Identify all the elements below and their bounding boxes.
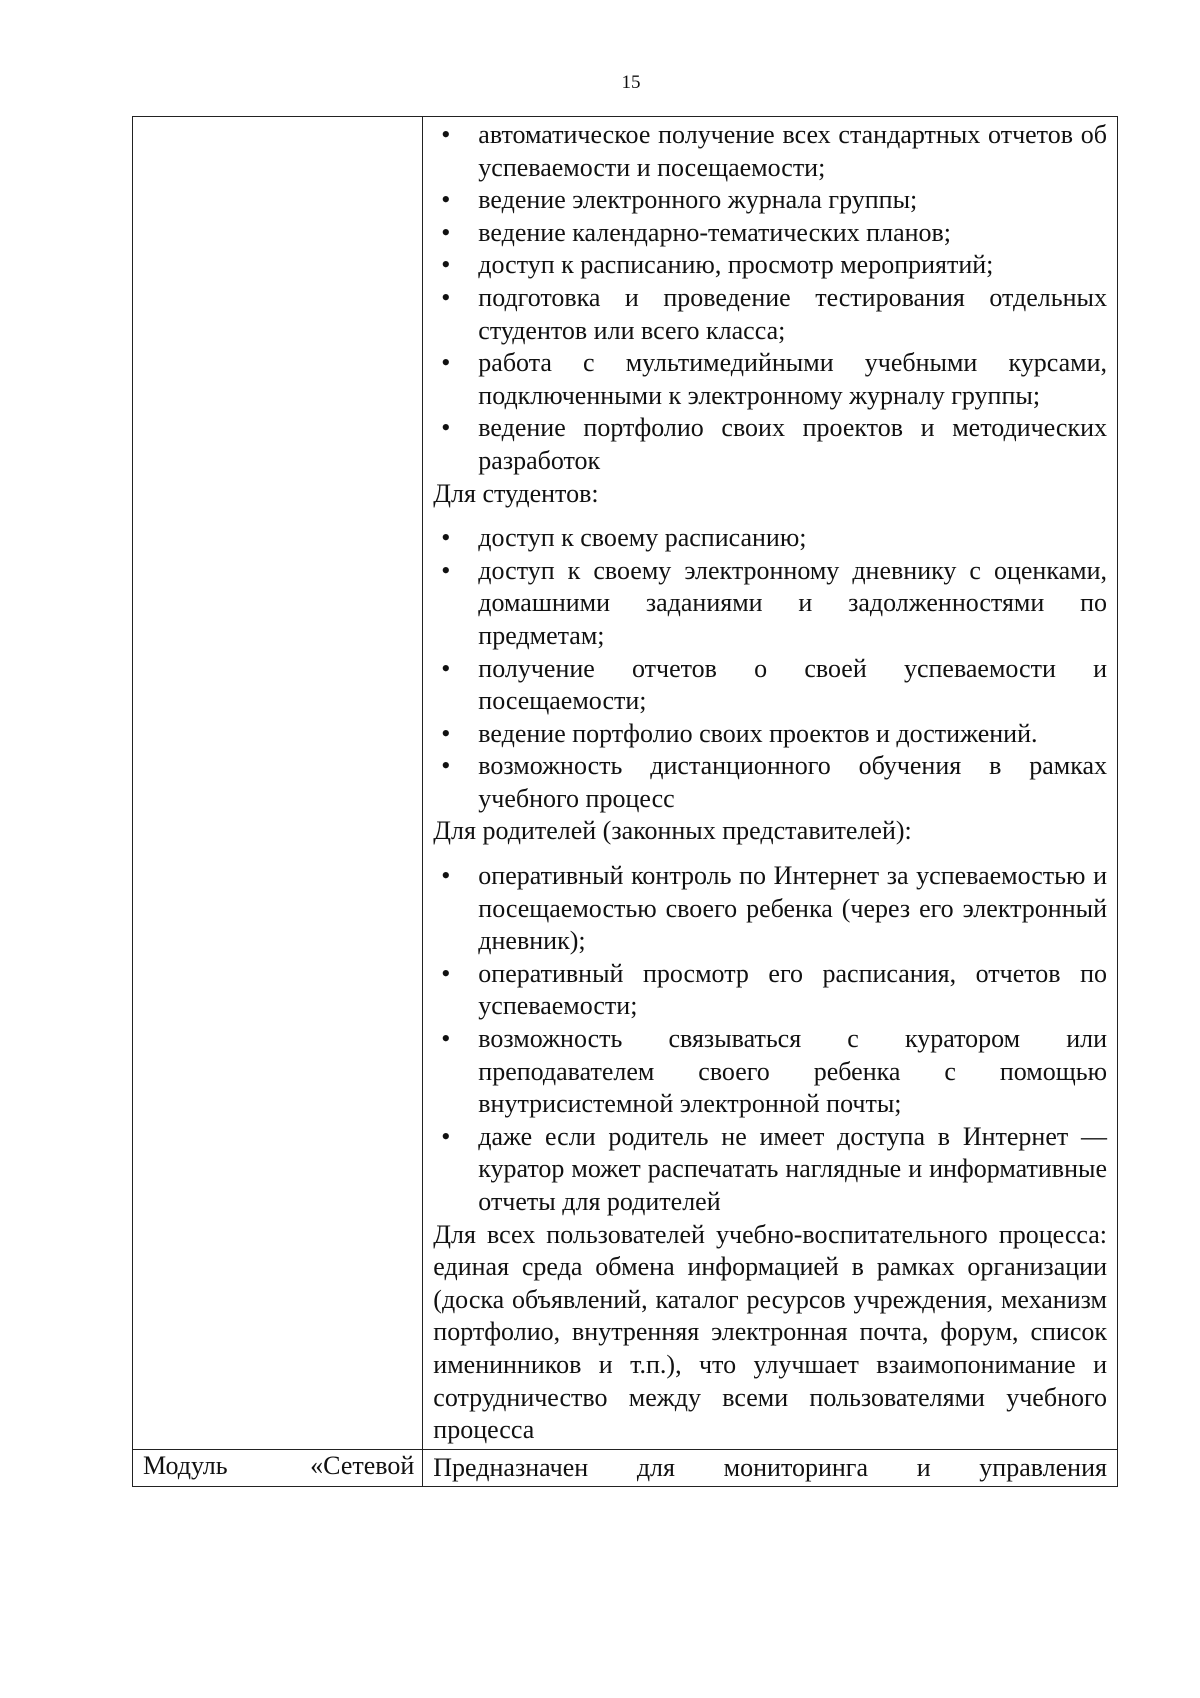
description-word: Предназначен — [433, 1452, 589, 1482]
description-word: и — [916, 1452, 931, 1482]
students-feature-list — [433, 522, 1107, 815]
list-item: • доступ к расписанию, просмотр мероприятий; — [433, 249, 1107, 282]
list-item: • ведение портфолио своих проектов и методических разработок — [433, 412, 1107, 477]
module-description-cell — [423, 117, 1118, 1450]
modules-table — [132, 116, 1118, 1487]
description-word: мониторинга — [723, 1452, 869, 1482]
description-word: для — [636, 1452, 675, 1482]
table-row — [133, 1449, 1118, 1487]
module-name-cell — [133, 1449, 423, 1487]
list-item: • возможность связываться с куратором или преподавателем своего ребенка с помощью внутрисистемной электронной почты; — [433, 1023, 1107, 1121]
module-name-word: Модуль — [143, 1450, 228, 1480]
table-row — [133, 117, 1118, 1450]
students-heading: Для студентов: — [433, 478, 599, 508]
list-item: • автоматическое получение всех стандартных отчетов об успеваемости и посещаемости; — [433, 119, 1107, 184]
module-name-word: «Сетевой — [310, 1450, 415, 1480]
description-word: управления — [979, 1452, 1107, 1482]
list-item: • ведение электронного журнала группы; — [433, 184, 1107, 217]
list-item: • получение отчетов о своей успеваемости и посещаемости; — [433, 653, 1107, 718]
list-item: • ведение календарно-тематических планов; — [433, 217, 1107, 250]
list-item: • доступ к своему электронному дневнику с оценками, домашними заданиями и задолженностями по предметам; — [433, 555, 1107, 653]
teachers-feature-list — [433, 119, 1107, 478]
list-item: • подготовка и проведение тестирования отдельных студентов или всего класса; — [433, 282, 1107, 347]
list-item: • даже если родитель не имеет доступа в Интернет — куратор может распечатать наглядные и информативные отчеты для родителей — [433, 1121, 1107, 1219]
page-number: 15 — [621, 72, 641, 93]
all-users-paragraph: Для всех пользователей учебно-воспитательного процесса: единая среда обмена информацией в рамках организации (доска объявлений, каталог ресурсов учреждения, механизм портфолио, внутренняя электронная почта, форум, список именинников и т.п.), что улучшает взаимопонимание и сотрудничество между всеми пользователями учебного процесса — [433, 1219, 1107, 1445]
list-item: • возможность дистанционного обучения в рамках учебного процесс — [433, 750, 1107, 815]
list-item: • работа с мультимедийными учебными курсами, подключенными к электронному журналу группы; — [433, 347, 1107, 412]
list-item: • доступ к своему расписанию; — [433, 522, 1107, 555]
list-item: • ведение портфолио своих проектов и достижений. — [433, 718, 1107, 751]
parents-feature-list — [433, 860, 1107, 1219]
module-description-cell — [423, 1449, 1118, 1487]
list-item: • оперативный контроль по Интернет за успеваемостью и посещаемостью своего ребенка (через его электронный дневник); — [433, 860, 1107, 958]
module-name-cell-empty — [133, 117, 423, 1450]
parents-heading: Для родителей (законных представителей): — [433, 816, 912, 846]
list-item: • оперативный просмотр его расписания, отчетов по успеваемости; — [433, 958, 1107, 1023]
